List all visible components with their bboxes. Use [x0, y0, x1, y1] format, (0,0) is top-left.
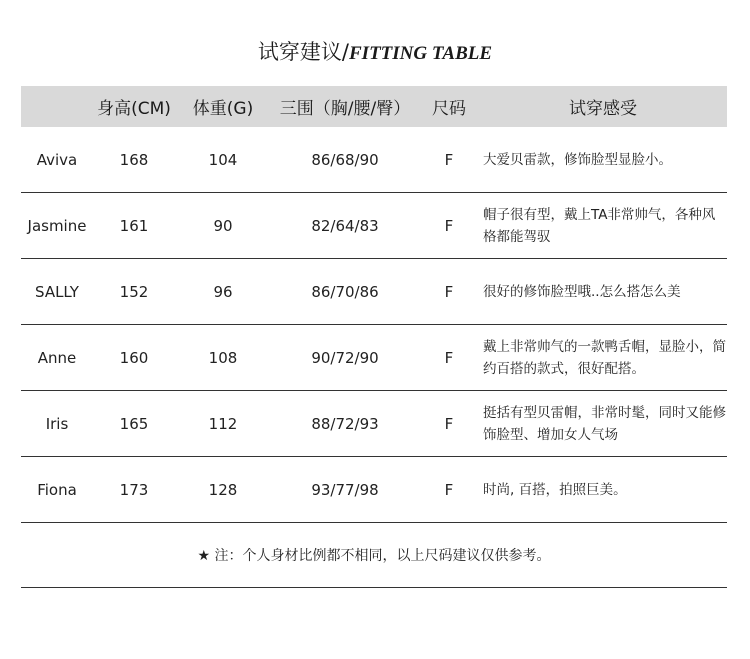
cell-name: Iris: [45, 414, 69, 433]
header-size: 尺码: [432, 99, 466, 119]
cell-name: SALLY: [35, 282, 79, 301]
table-row: [21, 127, 727, 193]
title-english: FITTING TABLE: [349, 43, 493, 64]
cell-feedback: 戴上非常帅气的一款鸭舌帽，显脸小，简约百搭的款式，很好配搭。: [483, 338, 726, 377]
table-row: [21, 391, 727, 457]
cell-measurements: 82/64/83: [311, 216, 379, 235]
title-chinese: 试穿建议/: [257, 40, 349, 64]
cell-size: F: [444, 150, 454, 169]
cell-measurements: 90/72/90: [311, 348, 379, 367]
cell-size: F: [444, 282, 454, 301]
cell-weight: 112: [208, 414, 238, 433]
size-note: ★ 注：个人身材比例都不相同，以上尺码建议仅供参考。: [21, 523, 727, 588]
table-row: [21, 457, 727, 523]
cell-height: 152: [119, 282, 149, 301]
cell-weight: 128: [208, 480, 238, 499]
cell-name: Aviva: [36, 150, 78, 169]
cell-height: 168: [119, 150, 149, 169]
table-row: [21, 325, 727, 391]
cell-feedback: 时尚, 百搭，拍照巨美。: [483, 481, 627, 498]
cell-height: 161: [119, 216, 149, 235]
cell-size: F: [444, 216, 454, 235]
cell-weight: 96: [213, 282, 233, 301]
page-title: [0, 36, 750, 66]
fitting-table: [21, 86, 727, 588]
cell-size: F: [444, 480, 454, 499]
cell-name: Fiona: [37, 480, 77, 499]
table-row: [21, 193, 727, 259]
header-weight: 体重(G): [192, 99, 254, 119]
cell-name: Jasmine: [27, 216, 87, 235]
cell-measurements: 86/68/90: [311, 150, 379, 169]
cell-weight: 90: [213, 216, 233, 235]
cell-weight: 108: [208, 348, 238, 367]
cell-feedback: 帽子很有型，戴上TA非常帅气，各种风格都能驾驭: [483, 206, 716, 245]
cell-weight: 104: [208, 150, 238, 169]
cell-size: F: [444, 414, 454, 433]
cell-measurements: 93/77/98: [311, 480, 379, 499]
cell-height: 160: [119, 348, 149, 367]
cell-height: 165: [119, 414, 149, 433]
cell-feedback: 挺括有型贝雷帽，非常时髦，同时又能修饰脸型、增加女人气场: [483, 404, 726, 443]
header-height: 身高(CM): [97, 99, 171, 119]
cell-name: Anne: [37, 348, 77, 367]
cell-measurements: 86/70/86: [311, 282, 379, 301]
cell-feedback: 很好的修饰脸型哦..怎么搭怎么美: [483, 283, 681, 300]
cell-size: F: [444, 348, 454, 367]
cell-height: 173: [119, 480, 149, 499]
header-feedback: 试穿感受: [569, 99, 637, 119]
table-row: [21, 259, 727, 325]
cell-feedback: 大爱贝雷款，修饰脸型显脸小。: [483, 151, 672, 168]
table-header: [21, 86, 727, 127]
cell-measurements: 88/72/93: [311, 414, 379, 433]
header-measurements: 三围（胸/腰/臀）: [279, 99, 411, 119]
